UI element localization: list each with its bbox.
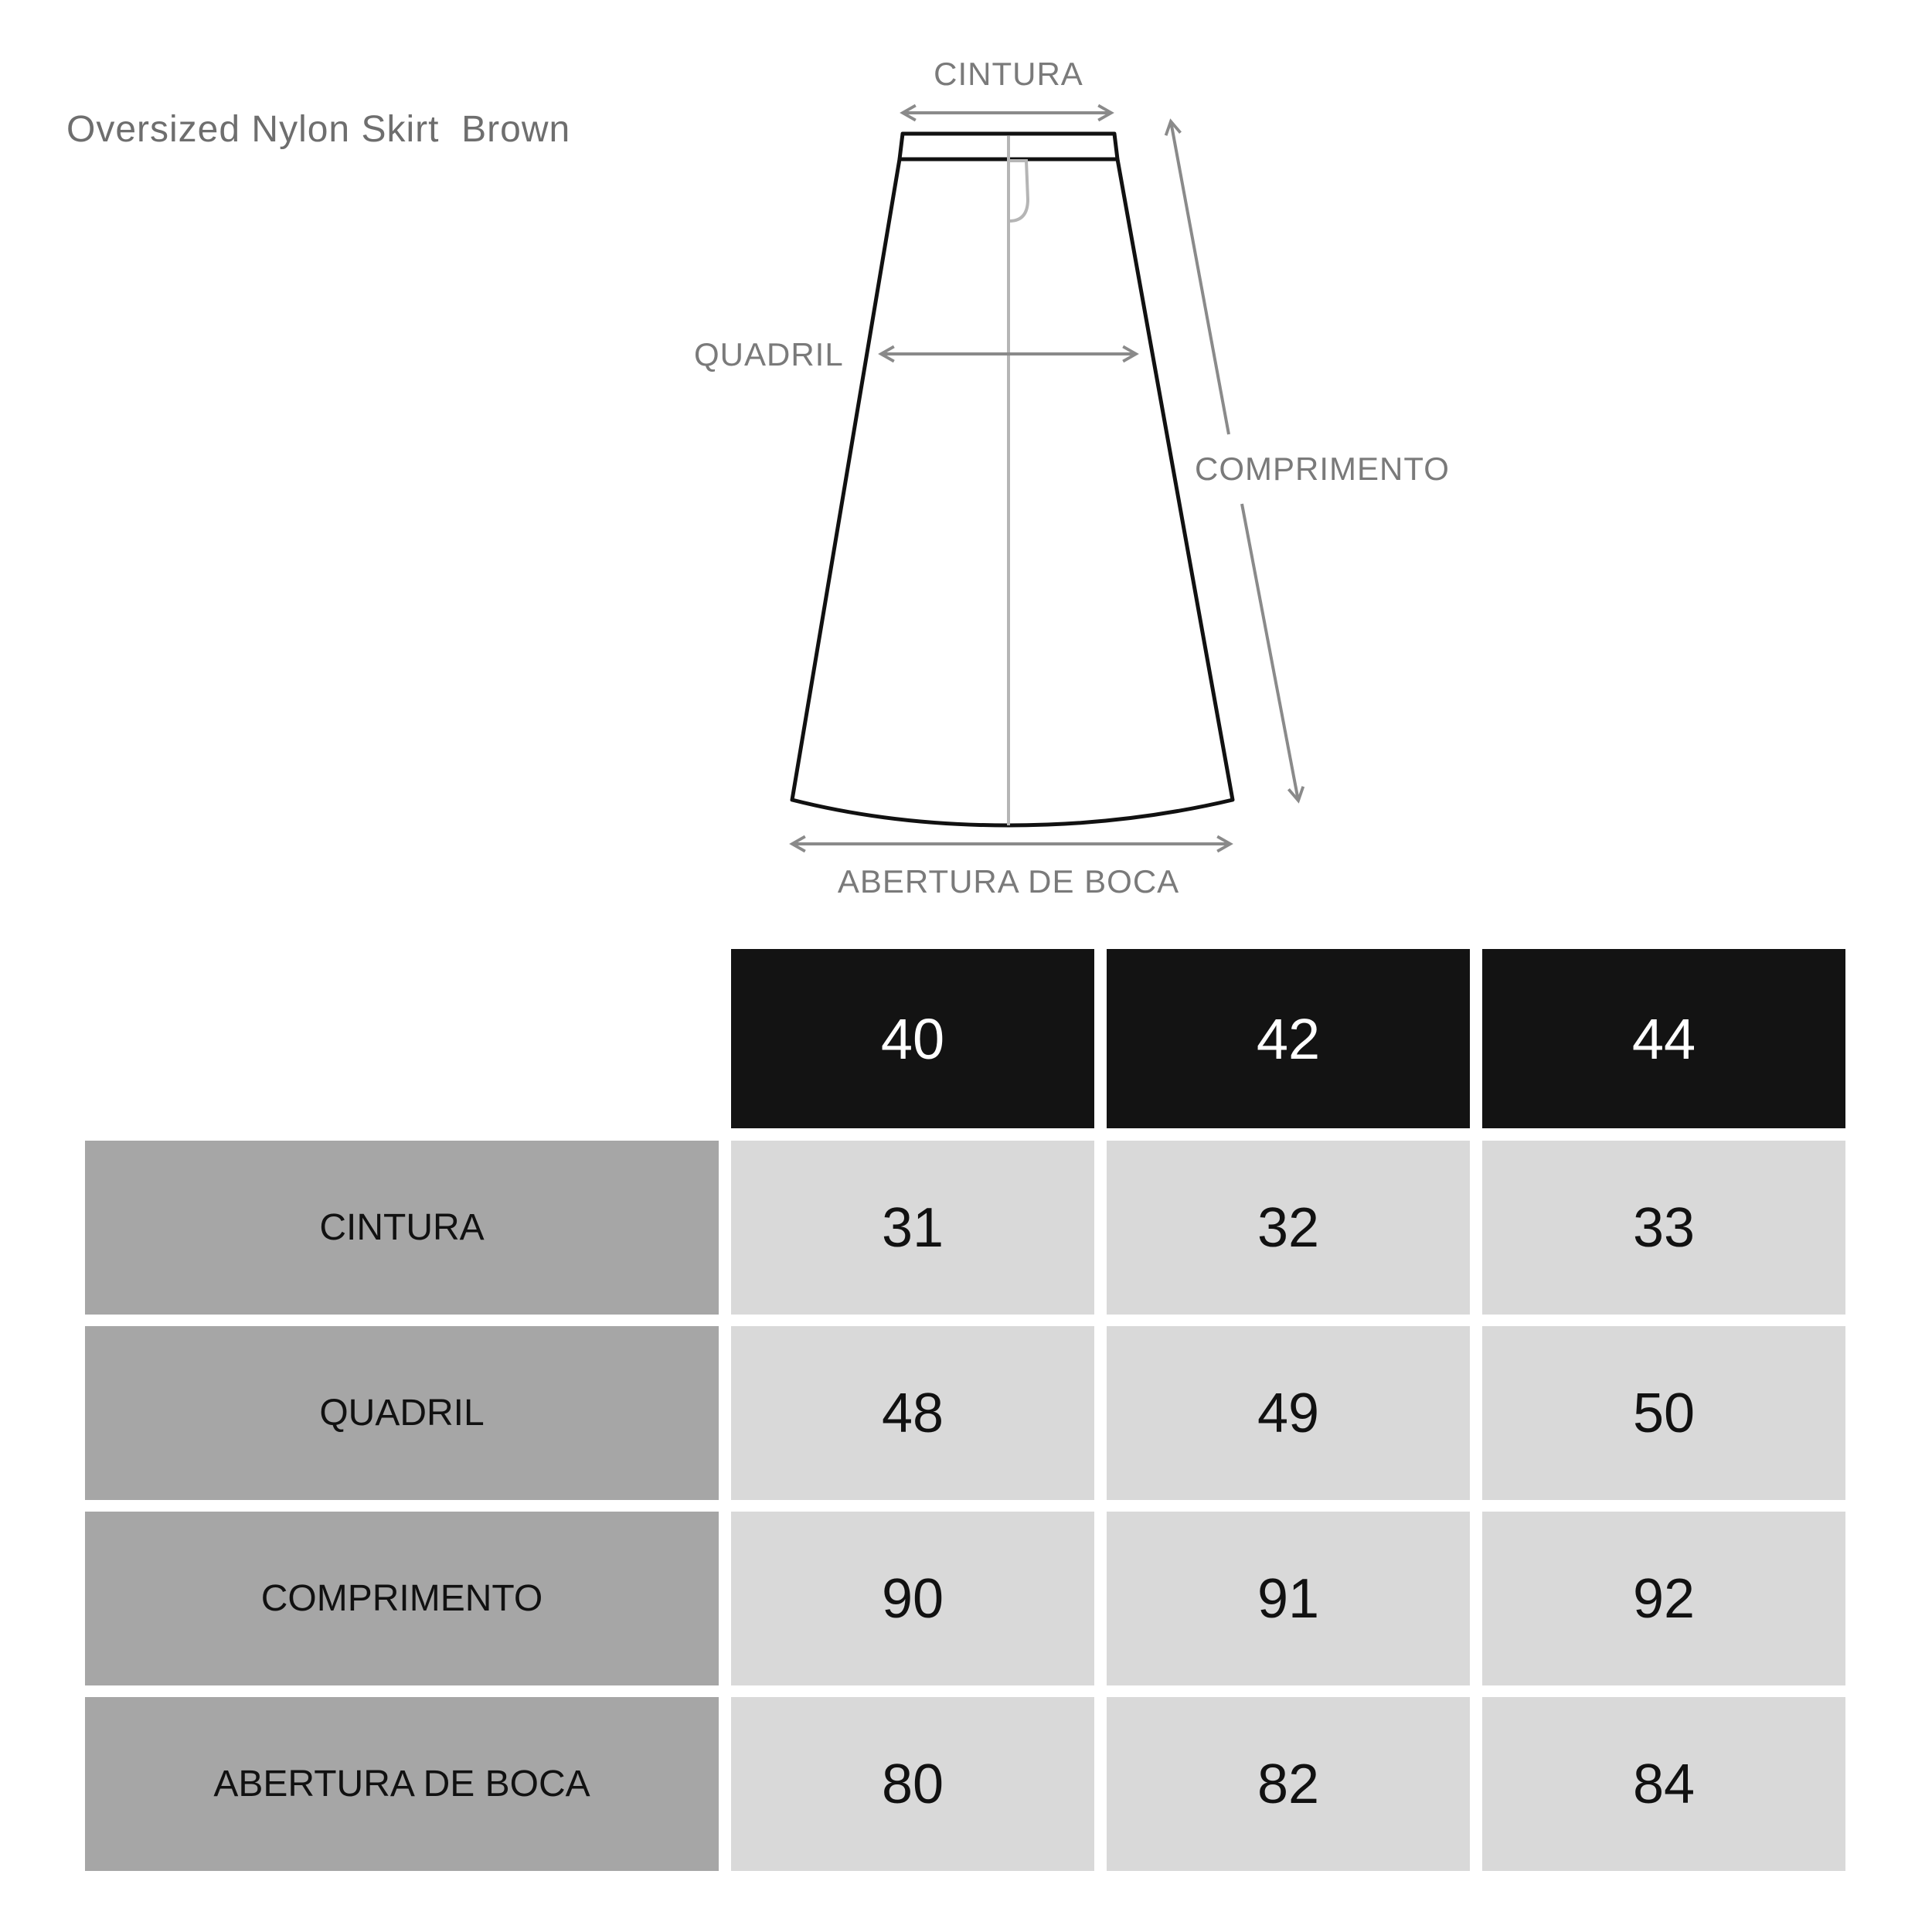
table-cell: 49 (1107, 1326, 1470, 1500)
table-cell: 80 (731, 1697, 1094, 1871)
table-cell: 82 (1107, 1697, 1470, 1871)
row-label-hip: QUADRIL (85, 1326, 719, 1500)
row-label-hem: ABERTURA DE BOCA (85, 1697, 719, 1871)
length-arrow-top (1171, 121, 1229, 434)
skirt-body-shape (792, 159, 1233, 825)
hip-diagram-label: QUADRIL (694, 336, 844, 372)
length-diagram-label: COMPRIMENTO (1195, 451, 1450, 487)
table-cell: 92 (1482, 1512, 1845, 1685)
product-title: Oversized Nylon Skirt Brown (66, 109, 571, 150)
skirt-diagram (0, 0, 1932, 927)
pocket-detail (1009, 161, 1028, 221)
table-cell: 91 (1107, 1512, 1470, 1685)
hem-diagram-label: ABERTURA DE BOCA (837, 863, 1180, 900)
waist-diagram-label: CINTURA (934, 56, 1083, 92)
table-cell: 50 (1482, 1326, 1845, 1500)
size-header-42: 42 (1107, 949, 1470, 1128)
table-cell: 32 (1107, 1141, 1470, 1315)
table-cell: 48 (731, 1326, 1094, 1500)
row-label-waist: CINTURA (85, 1141, 719, 1315)
length-arrow-bottom (1242, 504, 1298, 801)
table-cell: 84 (1482, 1697, 1845, 1871)
table-cell: 31 (731, 1141, 1094, 1315)
skirt-outline (792, 134, 1233, 825)
table-cell: 90 (731, 1512, 1094, 1685)
row-label-length: COMPRIMENTO (85, 1512, 719, 1685)
size-header-44: 44 (1482, 949, 1845, 1128)
size-header-40: 40 (731, 949, 1094, 1128)
table-cell: 33 (1482, 1141, 1845, 1315)
